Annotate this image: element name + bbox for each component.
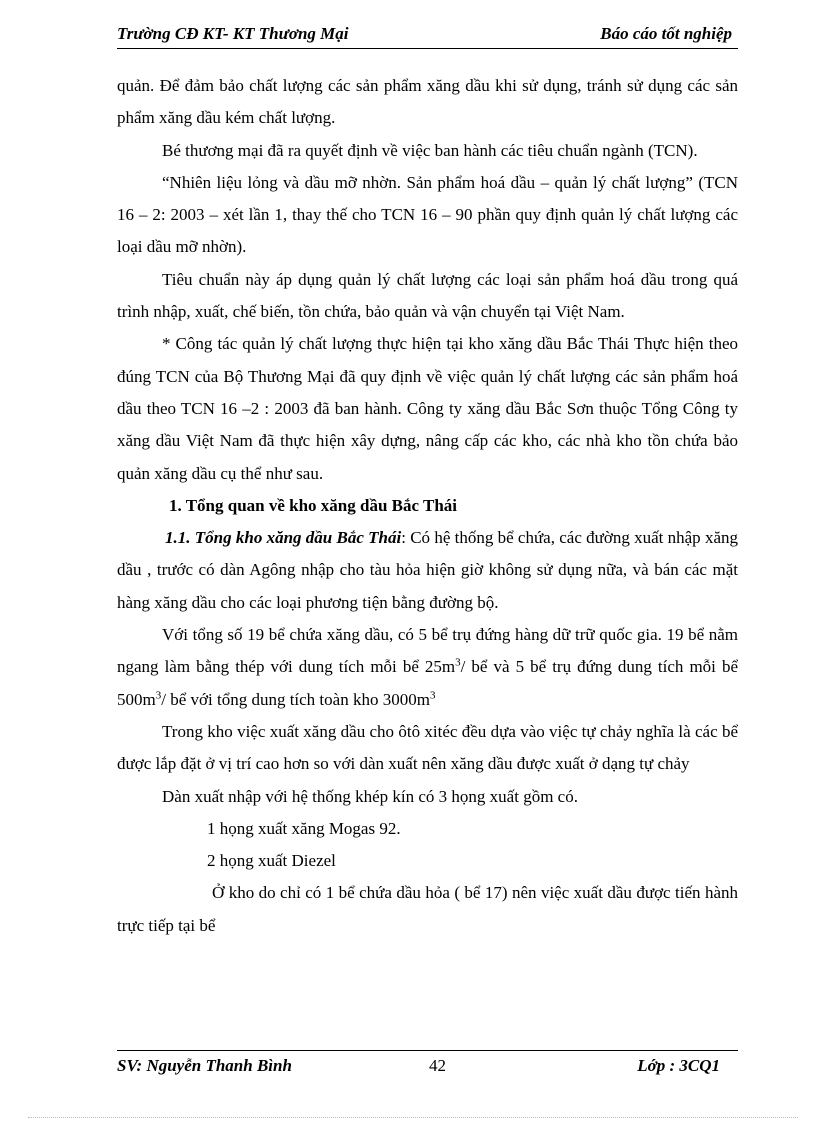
page-border-line xyxy=(28,1117,798,1118)
list-line: 1 họng xuất xăng Mogas 92. xyxy=(207,818,401,838)
superscript: 3 xyxy=(455,656,461,669)
paragraph: Bé thương mại đã ra quyết định về việc ban hành các tiêu chuẩn ngành (TCN). xyxy=(162,140,698,160)
text-run: / bể với tổng dung tích toàn kho 3000m xyxy=(161,689,430,709)
subsection-paragraph xyxy=(117,522,738,619)
header-school: Trường CĐ KT- KT Thương Mại xyxy=(117,24,349,43)
paragraph: “Nhiên liệu lỏng và dầu mỡ nhờn. Sản phẩm hoá dầu – quản lý chất lượng” (TCN 16 – 2: 2003 – xét lần 1, thay thế cho TCN 16 – 90 phần quy định quản lý chất lượng các loại dầu mỡ nhờn). xyxy=(117,172,738,257)
text-run: Với tổng số 19 bể chứa xăng dầu, có 5 bể trụ đứng hàng dữ trữ quốc gia. 19 bể nằm ngang làm bằng thép với dung tích mỗi bể 25m xyxy=(117,625,738,677)
paragraph: Dàn xuất nhập với hệ thống khép kín có 3 họng xuất gồm có. xyxy=(162,786,578,806)
subsection-text: : Có hệ thống bể chứa, các đường xuất nhập xăng dầu , trước có dàn Agông nhập cho tàu hỏa hiện giờ không sử dụng nữa, và bán các mặt hàng xăng dầu cho các loại phương tiện bằng đường bộ. xyxy=(117,528,738,612)
section-heading: 1. Tổng quan về kho xăng dầu Bắc Thái xyxy=(169,495,458,515)
page-header xyxy=(117,22,738,49)
paragraph xyxy=(117,619,738,716)
footer-class: Lớp : 3CQ1 xyxy=(637,1056,720,1075)
subsection-title: 1.1. Tổng kho xăng dầu Bắc Thái xyxy=(165,528,402,548)
paragraph: Tiêu chuẩn này áp dụng quản lý chất lượng các loại sản phẩm hoá dầu trong quá trình nhập, xuất, chế biến, tồn chứa, bảo quản và vận chuyển tại Việt Nam. xyxy=(117,269,738,322)
header-report-title: Báo cáo tốt nghiệp xyxy=(600,24,732,43)
superscript: 3 xyxy=(429,688,436,701)
document-body xyxy=(117,70,738,942)
paragraph: * Công tác quản lý chất lượng thực hiện tại kho xăng dầu Bắc Thái Thực hiện theo đúng TCN của Bộ Thương Mại đã quy định về việc quản lý chất lượng các sản phẩm hoá dầu theo TCN 16 –2 : 2003 đã ban hành. Công ty xăng dầu Bắc Sơn thuộc Tổng Công ty xăng dầu Việt Nam đã thực hiện xây dựng, nâng cấp các kho, các nhà kho tồn chứa bảo quản xăng dầu cụ thể như sau. xyxy=(117,334,738,483)
page-footer xyxy=(117,1050,738,1081)
list-line: 2 họng xuất Diezel xyxy=(207,851,336,871)
footer-student: SV: Nguyễn Thanh Bình xyxy=(117,1056,292,1075)
text-run: / bể và 5 bể trụ đứng dung tích mỗi bể 500m xyxy=(117,657,738,709)
paragraph: Trong kho việc xuất xăng dầu cho ôtô xitéc đều dựa vào việc tự chảy nghĩa là các bể được lắp đặt ở vị trí cao hơn so với dàn xuất nên xăng dầu được xuất ở dạng tự chảy xyxy=(117,721,738,774)
page-number: 42 xyxy=(429,1056,446,1075)
paragraph: Ở kho do chỉ có 1 bể chứa dầu hỏa ( bể 17) nên việc xuất dầu được tiến hành trực tiếp tại bể xyxy=(117,883,738,935)
paragraph: quản. Để đảm bảo chất lượng các sản phẩm xăng dầu khi sử dụng, tránh sử dụng các sản phẩm xăng dầu kém chất lượng. xyxy=(117,76,738,128)
superscript: 3 xyxy=(155,688,162,701)
